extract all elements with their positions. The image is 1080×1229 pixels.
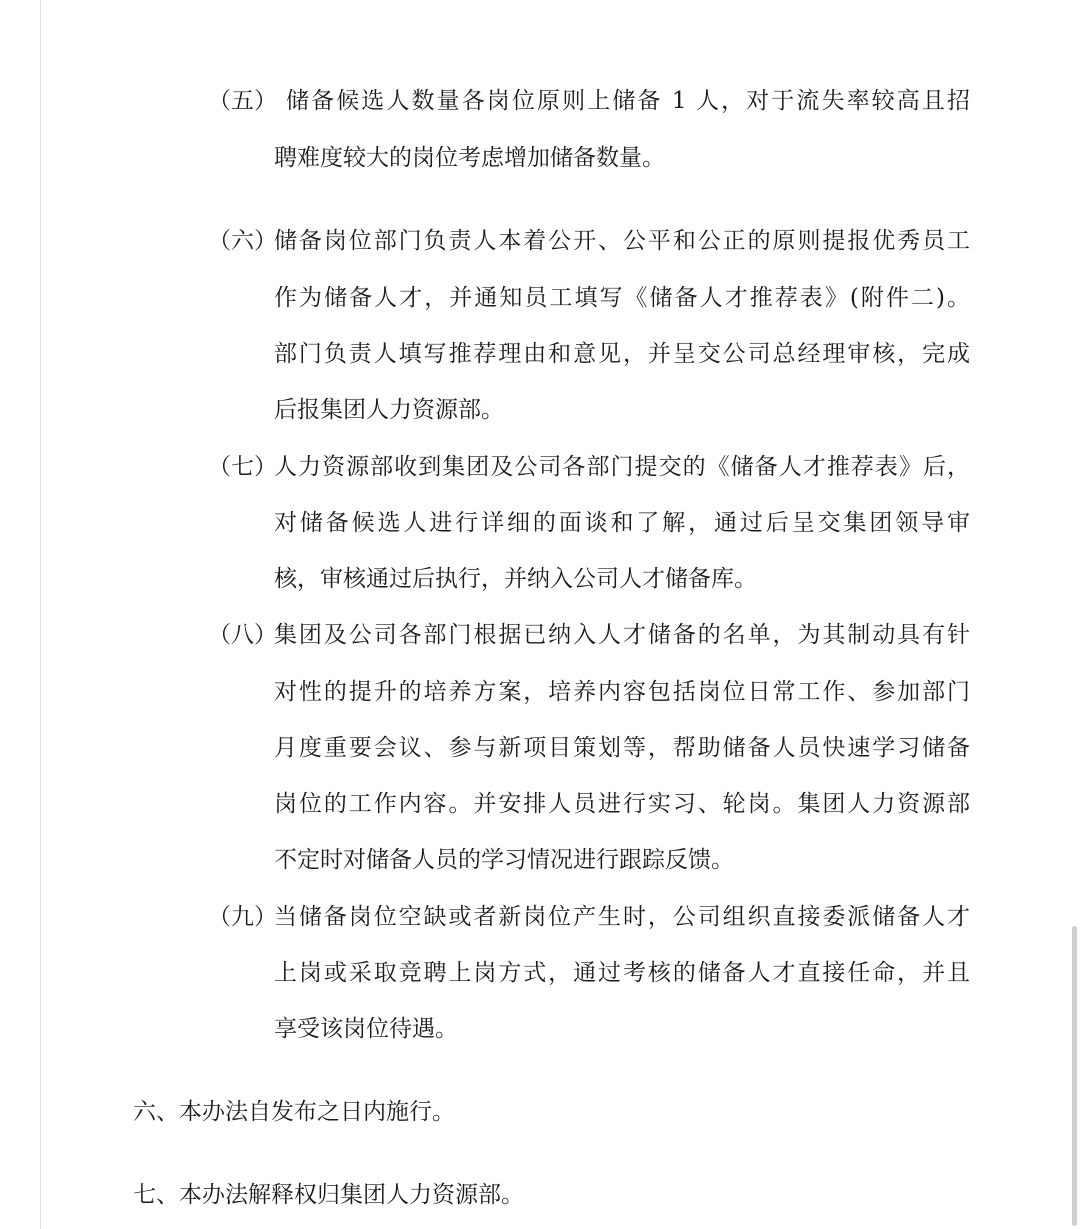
item-8-line-4: 岗位的工作内容。并安排人员进行实习、轮岗。集团人力资源部 [274,791,970,817]
item-5-line-1: 储备候选人数量各岗位原则上储备 1 人，对于流失率较高且招 [286,88,970,114]
item-6-line-4: 后报集团人力资源部。 [274,397,504,423]
item-7-line-1: 人力资源部收到集团及公司各部门提交的《储备人才推荐表》后， [274,454,970,480]
item-8-line-3: 月度重要会议、参与新项目策划等，帮助储备人员快速学习储备 [274,735,970,761]
item-7-line-3: 核，审核通过后执行，并纳入公司人才储备库。 [274,566,757,592]
item-6-line-3: 部门负责人填写推荐理由和意见，并呈交公司总经理审核，完成 [274,341,970,367]
scrollbar[interactable] [1072,926,1077,1226]
item-9-line-2: 上岗或采取竞聘上岗方式，通过考核的储备人才直接任命，并且 [274,960,970,986]
item-5-line-2: 聘难度较大的岗位考虑增加储备数量。 [274,145,665,171]
item-8-line-1: 集团及公司各部门根据已纳入人才储备的名单，为其制动具有针 [274,622,970,648]
item-6-line-2: 作为储备人才，并通知员工填写《储备人才推荐表》(附件二)。 [274,285,970,311]
item-9-marker: （九） [208,904,277,930]
item-5-marker: （五） [208,88,277,114]
item-6-line-1: 储备岗位部门负责人本着公开、公平和公正的原则提报优秀员工 [274,228,970,254]
item-7-marker: （七） [208,454,277,480]
item-7-line-2: 对储备候选人进行详细的面谈和了解，通过后呈交集团领导审 [274,510,970,536]
section-7: 七、本办法解释权归集团人力资源部。 [133,1182,524,1208]
item-9-line-1: 当储备岗位空缺或者新岗位产生时，公司组织直接委派储备人才 [274,904,970,930]
page-edge-line [40,0,41,1229]
item-9-line-3: 享受该岗位待遇。 [274,1016,458,1042]
item-8-marker: （八） [208,622,277,648]
item-8-line-2: 对性的提升的培养方案，培养内容包括岗位日常工作、参加部门 [274,679,970,705]
section-6: 六、本办法自发布之日内施行。 [133,1099,455,1125]
item-6-marker: （六） [208,228,277,254]
item-8-line-5: 不定时对储备人员的学习情况进行跟踪反馈。 [274,847,734,873]
